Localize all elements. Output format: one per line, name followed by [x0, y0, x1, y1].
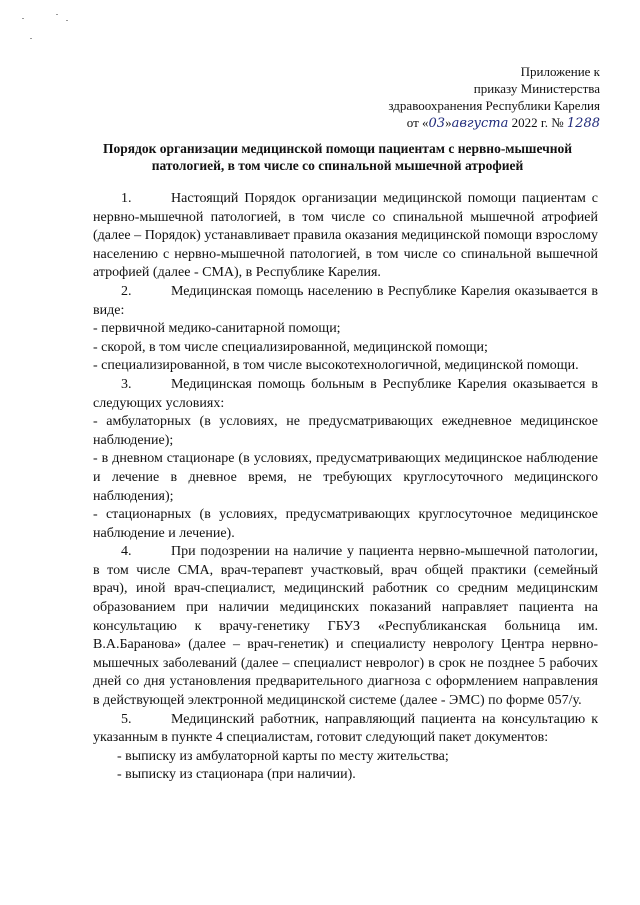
scan-speck — [66, 20, 68, 21]
list-item: - в дневном стационаре (в условиях, предусматривающих медицинское наблюдение и лечение в дневное время, не требующих круглосуточного медицинского наблюдения); — [93, 451, 598, 504]
list-item: - специализированной, в том числе высокотехнологичной, медицинской помощи. — [93, 358, 579, 374]
date-suffix: 2022 г. № — [508, 115, 567, 130]
appendix-line: Приложение к — [520, 64, 600, 79]
paragraph-text: Медицинский работник, направляющий пациента на консультацию к указанным в пункте 4 специалистам, готовит следующий пакет документов: — [93, 711, 598, 746]
paragraph-2 — [93, 283, 598, 320]
list-item: - амбулаторных (в условиях, не предусматривающих ежедневное медицинское наблюдение); — [93, 414, 598, 448]
paragraph-5 — [93, 711, 598, 748]
date-mid: » — [445, 115, 452, 130]
paragraph-number: 3. — [121, 376, 132, 392]
list-item: - выписку из стационара (при наличии). — [117, 767, 356, 783]
appendix-header — [280, 63, 600, 132]
document-title: Порядок организации медицинской помощи пациентам с нервно-мышечной патологией, в том числе со спинальной мышечной атрофией — [102, 141, 573, 173]
list-item: - выписку из амбулаторной карты по месту жительства; — [117, 748, 449, 764]
handwritten-month: августа — [451, 116, 509, 131]
scan-speck — [30, 38, 32, 39]
paragraph-number: 4. — [121, 544, 132, 560]
paragraph-number: 2. — [121, 283, 132, 299]
appendix-line: здравоохранения Республики Карелия — [388, 98, 600, 113]
paragraph-text: Настоящий Порядок организации медицинской помощи пациентам с нервно-мышечной патологией, в том числе со спинальной мышечной атрофией (далее – Порядок) устанавливает правила оказания медицинской помощи взрослому населению с нервно-мышечной патологией, в том числе со спинальной вышечной атрофией (далее - СМА), в Республике Карелия. — [93, 191, 598, 281]
paragraph-text: Медицинская помощь больным в Республике Карелия оказывается в следующих условиях: — [93, 376, 598, 411]
paragraph-text: Медицинская помощь населению в Республике Карелия оказывается в виде: — [93, 283, 598, 318]
handwritten-day: 03 — [428, 116, 446, 131]
list-item: - первичной медико-санитарной помощи; — [93, 321, 341, 337]
list-item: - скорой, в том числе специализированной, медицинской помощи; — [93, 339, 488, 355]
paragraph-1 — [93, 190, 598, 283]
document-body — [93, 190, 598, 785]
appendix-line: приказу Министерства — [473, 81, 600, 96]
paragraph-number: 1. — [121, 191, 132, 206]
scan-speck — [22, 18, 24, 19]
appendix-date-line — [280, 114, 600, 132]
list-item: - стационарных (в условиях, предусматривающих круглосуточное медицинское наблюдение и лечение). — [93, 507, 598, 541]
paragraph-4 — [93, 543, 598, 710]
handwritten-order-number: 1288 — [566, 116, 600, 131]
date-prefix: от « — [406, 115, 429, 130]
paragraph-text: При подозрении на наличие у пациента нервно-мышечной патологии, в том числе СМА, врач-терапевт участковый, врач общей практики (семейный врач), иной врач-специалист, медицинский работник со средним медицинским образованием при наличии медицинских показаний направляет пациента на консультацию к врачу-генетику ГБУЗ «Республиканская больница им. В.А.Баранова» (далее – врач-генетик) и специалисту неврологу Центра нервно-мышечных заболеваний (далее – специалист невролог) в срок не позднее 5 рабочих дней со дня установления предварительного диагноза с оформлением направления в действующей электронной медицинской системе (далее - ЭМС) по форме 057/у. — [93, 544, 598, 709]
paragraph-3 — [93, 376, 598, 413]
paragraph-number: 5. — [121, 711, 132, 727]
scan-speck — [56, 14, 58, 15]
